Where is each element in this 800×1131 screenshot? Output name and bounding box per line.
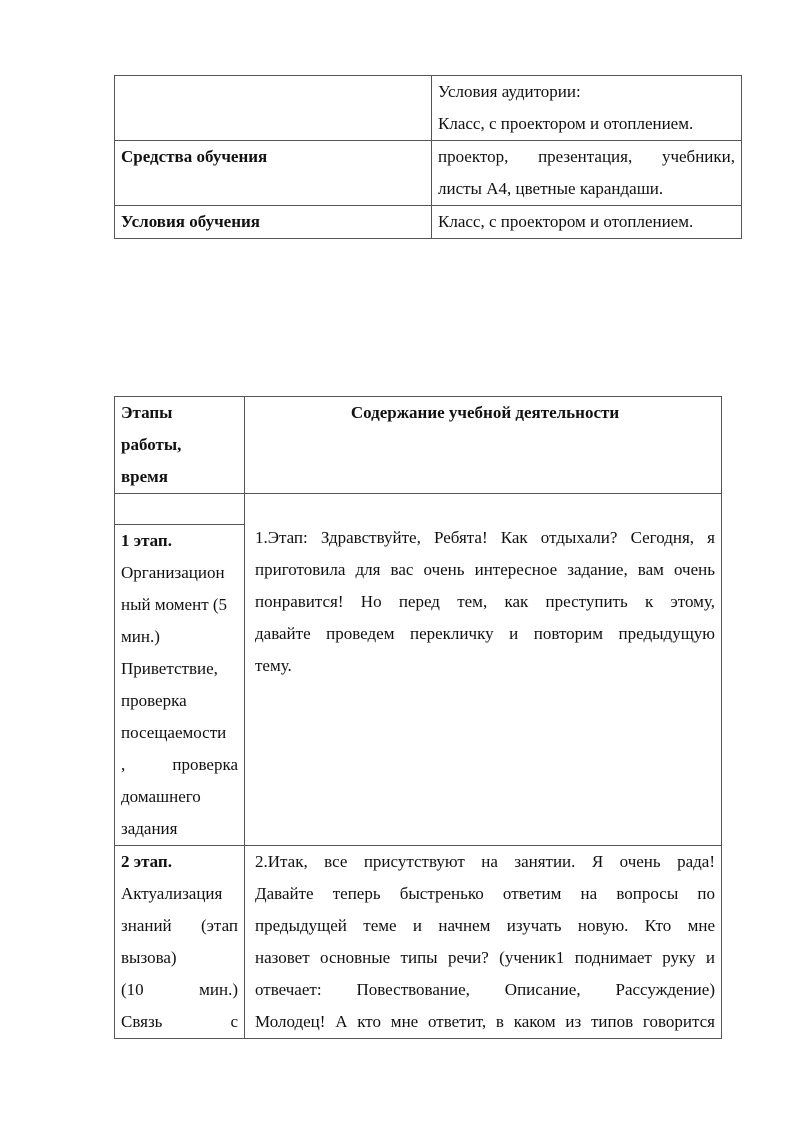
cell-line: Условия аудитории: [438,82,581,101]
stage1-content: 1.Этап: Здравствуйте, Ребята! Как отдыхали? Сегодня, я приготовила для вас очень интересное задание, вам очень понравится! Но перед тем, как преступить к этому, давайте проведем перекличку и повторим предыдущую тему. [245,494,722,846]
table-header-row [115,397,722,494]
table-cell-empty [115,76,432,141]
cell-line: Класс, с проектором и отоплением. [438,212,694,231]
learning-conditions-table [114,75,742,239]
table-row [115,494,722,525]
table-row [115,206,742,239]
row-label-teaching-aids: Средства обучения [115,141,432,206]
table-row [115,846,722,1039]
header-content: Содержание учебной деятельности [245,397,722,494]
lesson-stages-table [114,396,722,1039]
table-row [115,141,742,206]
stage1-description: 1 этап. Организацион ный момент (5 мин.) Приветствие, проверка посещаемости , проверка домашнего задания [115,525,245,846]
table-cell [432,76,742,141]
row-label-learning-conditions: Условия обучения [115,206,432,239]
header-stages: Этапы работы, время [115,397,245,494]
cell-line: листы А4, цветные карандаши. [438,179,664,198]
table-row [115,76,742,141]
stage2-content: 2.Итак, все присутствуют на занятии. Я очень рада! Давайте теперь быстренько ответим на вопросы по предыдущей теме и начнем изучать новую. Кто мне назовет основные типы речи? (ученик1 поднимает руку и отвечает: Повествование, Описание, Рассуждение) Молодец! А кто мне ответит, в каком из типов говорится [245,846,722,1039]
stage2-description: 2 этап. Актуализация знаний (этап вызова) (10 мин.) Связь с [115,846,245,1039]
cell-line: проектор, презентация, учебники, [438,147,735,166]
stage-title: 1 этап. [121,531,172,550]
table-cell [432,141,742,206]
cell-line: Класс, с проектором и отоплением. [438,114,694,133]
table-cell [432,206,742,239]
table-cell-empty [115,494,245,525]
stage-title: 2 этап. [121,852,172,871]
